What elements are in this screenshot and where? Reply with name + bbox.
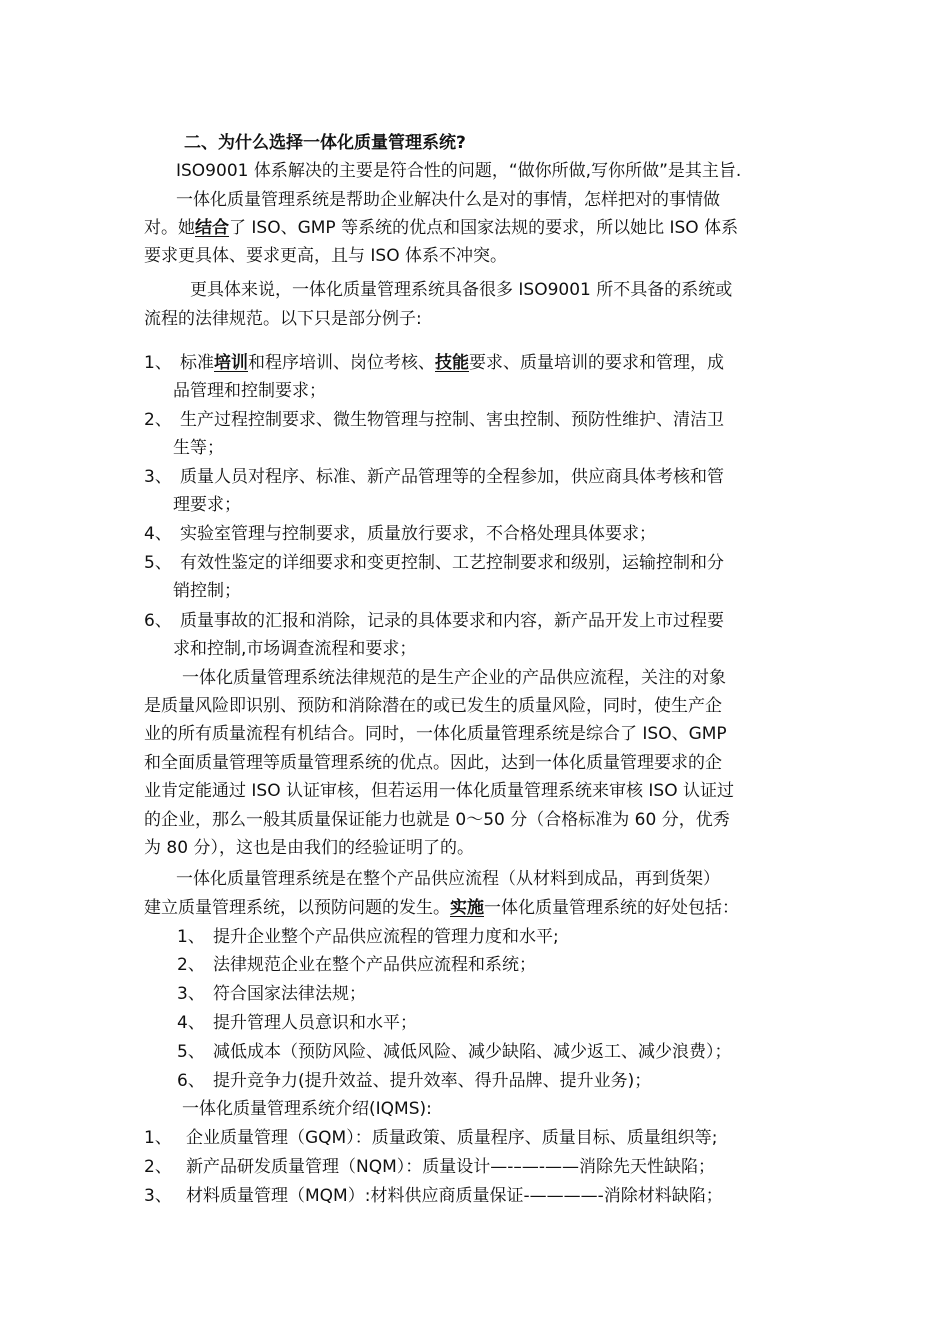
text-run: 标准 bbox=[180, 353, 214, 373]
list-item-number: 3、 bbox=[177, 984, 205, 1004]
list-item-continuation: 理要求； bbox=[173, 495, 241, 515]
list-item: 新产品研发质量管理（NQM）：质量设计—-–—-——消除先天性缺陷； bbox=[186, 1157, 716, 1177]
list-item-number: 2、 bbox=[144, 1157, 172, 1177]
paragraph-iqms-intro: 一体化质量管理系统介绍(IQMS): bbox=[182, 1099, 432, 1119]
list-item-number: 2、 bbox=[177, 955, 205, 975]
paragraph-benefits-line-2 bbox=[144, 896, 739, 920]
list-item-continuation: 品管理和控制要求； bbox=[173, 381, 326, 401]
paragraph-risk-line-5: 业肯定能通过 ISO 认证审核，但若运用一体化质量管理系统来审核 ISO 认证过 bbox=[144, 781, 734, 801]
list-item-continuation: 求和控制,市场调查流程和要求； bbox=[173, 639, 417, 659]
list-item-number: 3、 bbox=[144, 467, 172, 487]
bold-underline-term: 技能 bbox=[435, 353, 469, 373]
list-item: 法律规范企业在整个产品供应流程和系统； bbox=[213, 955, 536, 975]
paragraph-risk-line-1: 一体化质量管理系统法律规范的是生产企业的产品供应流程，关注的对象 bbox=[182, 668, 726, 688]
list-item: 符合国家法律法规； bbox=[213, 984, 366, 1004]
text-run: 要求、质量培训的要求和管理，成 bbox=[469, 353, 724, 373]
list-item-continuation: 生等； bbox=[173, 438, 224, 458]
list-item: 减低成本（预防风险、减低风险、减少缺陷、减少返工、减少浪费）； bbox=[213, 1042, 732, 1062]
list-item: 提升竞争力(提升效益、提升效率、得升品牌、提升业务)； bbox=[213, 1071, 652, 1091]
list-item-number: 5、 bbox=[144, 553, 172, 573]
bold-underline-term: 结合 bbox=[195, 218, 229, 238]
list-item-continuation: 销控制； bbox=[173, 581, 241, 601]
paragraph-risk-line-2: 是质量风险即识别、预防和消除潜在的或已发生的质量风险，同时，使生产企 bbox=[144, 696, 722, 716]
list-item: 提升企业整个产品供应流程的管理力度和水平; bbox=[213, 927, 559, 947]
text-run: 建立质量管理系统，以预防问题的发生。 bbox=[144, 898, 450, 918]
list-item: 材料质量管理（MQM）:材料供应商质量保证-————-消除材料缺陷； bbox=[186, 1186, 723, 1206]
list-item-number: 6、 bbox=[144, 611, 172, 631]
list-item: 质量人员对程序、标准、新产品管理等的全程参加，供应商具体考核和管 bbox=[180, 467, 724, 487]
list-item: 有效性鉴定的详细要求和变更控制、工艺控制要求和级别，运输控制和分 bbox=[180, 553, 724, 573]
paragraph-iqms-line-3: 要求更具体、要求更高，且与 ISO 体系不冲突。 bbox=[144, 246, 507, 266]
list-item-number: 4、 bbox=[177, 1013, 205, 1033]
paragraph-iqms-line-2 bbox=[144, 216, 738, 240]
paragraph-risk-line-3: 业的所有质量流程有机结合。同时，一体化质量管理系统是综合了 ISO、GMP bbox=[144, 724, 727, 744]
list-item: 企业质量管理（GQM）：质量政策、质量程序、质量目标、质量组织等; bbox=[186, 1128, 718, 1148]
paragraph-risk-line-4: 和全面质量管理等质量管理系统的优点。因此，达到一体化质量管理要求的企 bbox=[144, 753, 722, 773]
text-run: 对。她 bbox=[144, 218, 195, 238]
bold-underline-term: 实施 bbox=[450, 898, 484, 918]
bold-underline-term: 培训 bbox=[214, 353, 248, 373]
list-item-number: 6、 bbox=[177, 1071, 205, 1091]
list-item: 质量事故的汇报和消除，记录的具体要求和内容，新产品开发上市过程要 bbox=[180, 611, 724, 631]
paragraph-risk-line-6: 的企业，那么一般其质量保证能力也就是 0～50 分（合格标准为 60 分，优秀 bbox=[144, 810, 730, 830]
list-item bbox=[180, 351, 724, 375]
text-run: 了 ISO、GMP 等系统的优点和国家法规的要求，所以她比 ISO 体系 bbox=[229, 218, 739, 238]
text-run: 一体化质量管理系统的好处包括： bbox=[484, 898, 739, 918]
section-heading: 二、为什么选择一体化质量管理系统? bbox=[184, 133, 466, 153]
list-item-number: 1、 bbox=[177, 927, 205, 947]
list-item: 生产过程控制要求、微生物管理与控制、害虫控制、预防性维护、清洁卫 bbox=[180, 410, 724, 430]
list-item-number: 3、 bbox=[144, 1186, 172, 1206]
paragraph-detail-line-2: 流程的法律规范。以下只是部分例子: bbox=[144, 309, 422, 329]
paragraph-benefits-line-1: 一体化质量管理系统是在整个产品供应流程（从材料到成品，再到货架） bbox=[176, 869, 720, 889]
paragraph-detail-line-1: 更具体来说，一体化质量管理系统具备很多 ISO9001 所不具备的系统或 bbox=[190, 280, 733, 300]
list-item-number: 2、 bbox=[144, 410, 172, 430]
list-item-number: 1、 bbox=[144, 1128, 172, 1148]
paragraph-risk-line-7: 为 80 分），这也是由我们的经验证明了的。 bbox=[144, 838, 474, 858]
list-item-number: 5、 bbox=[177, 1042, 205, 1062]
paragraph-iso9001: ISO9001 体系解决的主要是符合性的问题，“做你所做,写你所做”是其主旨. bbox=[176, 161, 742, 181]
list-item: 提升管理人员意识和水平； bbox=[213, 1013, 417, 1033]
list-item-number: 1、 bbox=[144, 353, 172, 373]
paragraph-iqms-line-1: 一体化质量管理系统是帮助企业解决什么是对的事情，怎样把对的事情做 bbox=[176, 190, 720, 210]
list-item-number: 4、 bbox=[144, 524, 172, 544]
list-item: 实验室管理与控制要求，质量放行要求，不合格处理具体要求； bbox=[180, 524, 656, 544]
text-run: 和程序培训、岗位考核、 bbox=[248, 353, 435, 373]
